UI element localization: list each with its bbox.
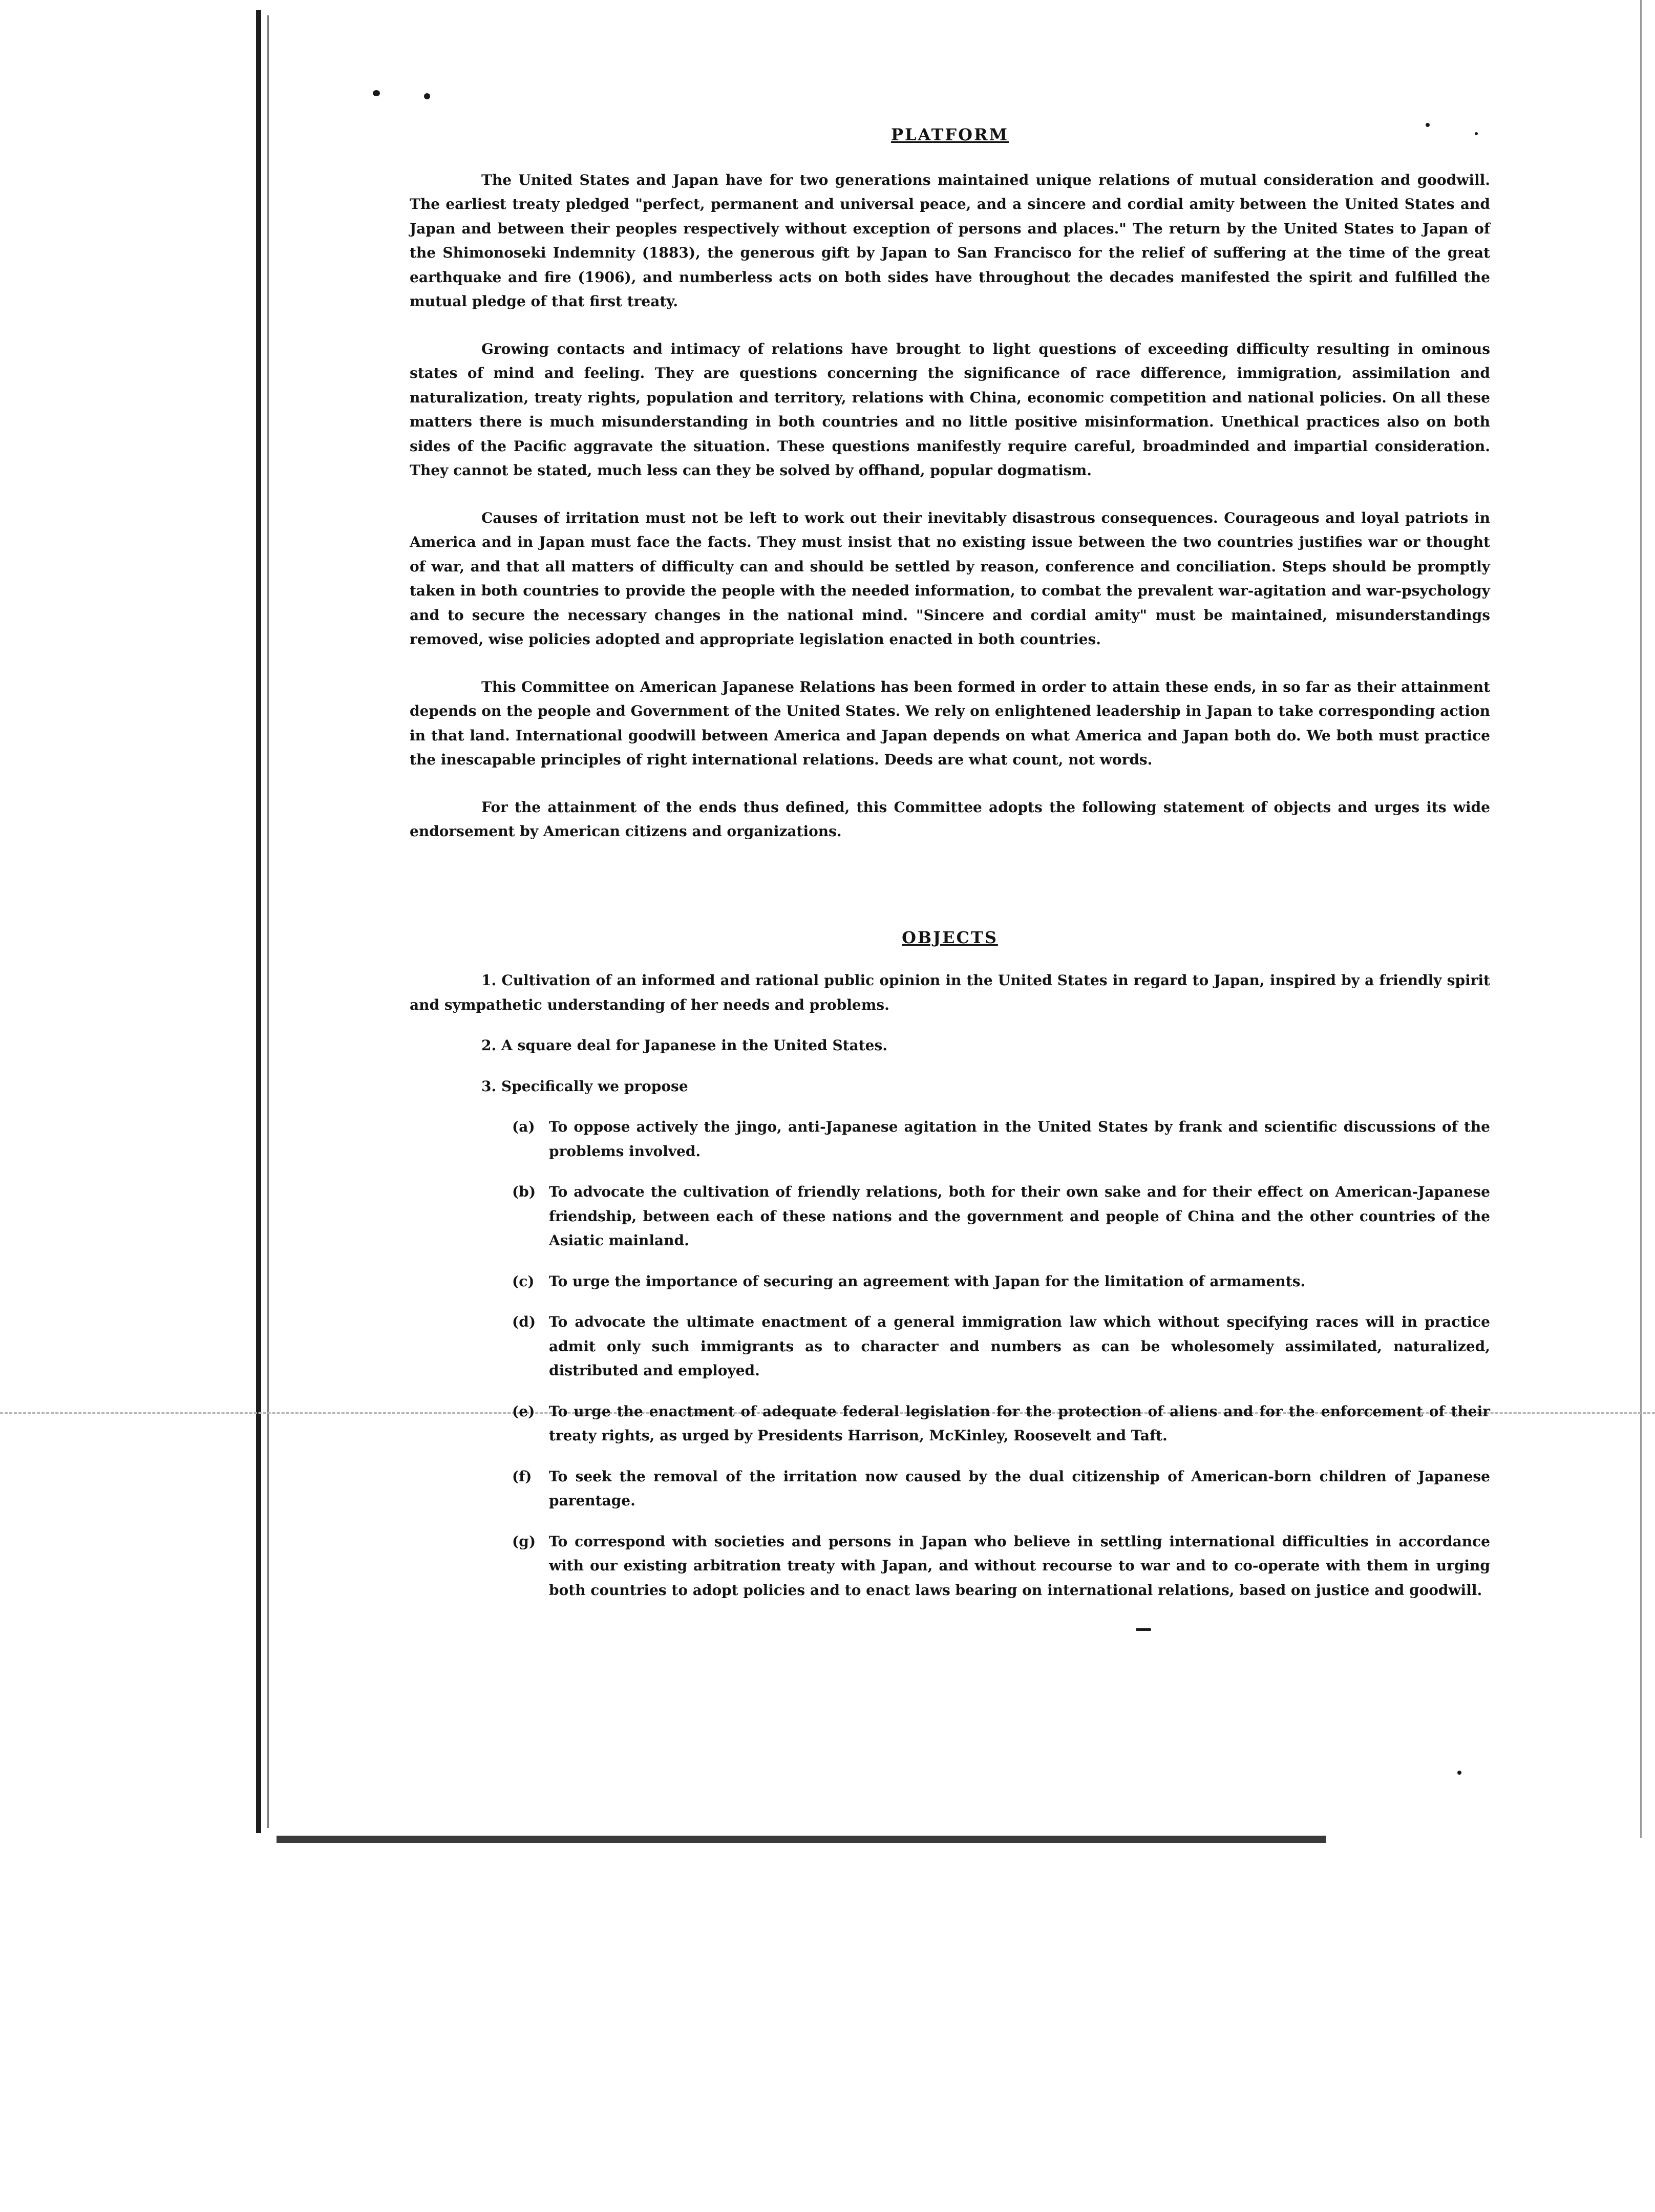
- platform-section: [410, 123, 1490, 844]
- platform-heading: PLATFORM: [890, 125, 1009, 144]
- subitem-marker: (d): [512, 1313, 536, 1330]
- subitem-marker: (c): [512, 1272, 535, 1290]
- platform-paragraph-3: Causes of irritation must not be left to work out their inevitably disastrous consequences. Courageous and loyal patriots in America and in Japan must face the facts. They must insist that no existing issue between the two countries justifies war or thought of war, and that all matters of difficulty can and should be settled by reason, conference and conciliation. Steps should be promptly taken in both countries to provide the people with the needed information, to combat the prevalent war-agitation and war-psychology and to secure the necessary changes in the national mind. "Sincere and cordial amity" must be maintained, misunderstandings removed, wise policies adopted and appropriate legislation enacted in both countries.: [410, 509, 1490, 648]
- objects-subitem-e: [410, 1399, 1490, 1448]
- objects-heading: OBJECTS: [902, 927, 998, 947]
- objects-subitem-f: [410, 1464, 1490, 1513]
- objects-subitem-b: [410, 1180, 1490, 1253]
- scan-speck: [373, 90, 380, 96]
- scan-left-edge-thin: [267, 15, 269, 1828]
- objects-item-number: 2.: [481, 1037, 497, 1054]
- scan-speck: [1136, 1628, 1151, 1631]
- objects-item-text: A square deal for Japanese in the United States.: [501, 1037, 888, 1054]
- platform-paragraph-1: The United States and Japan have for two generations maintained unique relations of mutual consideration and goodwill. The earliest treaty pledged "perfect, permanent and universal peace, and a sincere and cordial amity between the United States and Japan and between their peoples respectively without exception of persons and places." The return by the United States to Japan of the Shimonoseki Indemnity (1883), the generous gift by Japan to San Francisco for the relief of suffering at the time of the great earthquake and fire (1906), and numberless acts on both sides have throughout the decades manifested the spirit and fulfilled the mutual pledge of that first treaty.: [410, 171, 1490, 310]
- objects-item-text: Cultivation of an informed and rational public opinion in the United States in regard to Japan, inspired by a friendly spirit and sympathetic understanding of her needs and problems.: [410, 972, 1490, 1013]
- platform-paragraph-5: For the attainment of the ends thus defined, this Committee adopts the following statement of objects and urges its wide endorsement by American citizens and organizations.: [410, 798, 1490, 840]
- subitem-text: To urge the enactment of adequate federal legislation for the protection of aliens and for the enforcement of their treaty rights, as urged by Presidents Harrison, McKinley, Roosevelt and Taft.: [549, 1402, 1490, 1444]
- subitem-text: To seek the removal of the irritation now caused by the dual citizenship of American-born children of Japanese parentage.: [549, 1467, 1490, 1509]
- subitem-marker: (b): [512, 1183, 536, 1200]
- platform-paragraph-4: This Committee on American Japanese Relations has been formed in order to attain these ends, in so far as their attainment depends on the people and Government of the United States. We rely on enlightened leadership in Japan to take corresponding action in that land. International goodwill between America and Japan depends on what America and Japan both do. We both must practice the inescapable principles of right international relations. Deeds are what count, not words.: [410, 678, 1490, 768]
- subitem-marker: (e): [512, 1402, 535, 1420]
- objects-item-text: Specifically we propose: [501, 1077, 688, 1095]
- subitem-text: To oppose actively the jingo, anti-Japanese agitation in the United States by frank and scientific discussions of the problems involved.: [549, 1118, 1490, 1160]
- objects-subitem-g: [410, 1529, 1490, 1603]
- subitem-text: To urge the importance of securing an agreement with Japan for the limitation of armaments.: [549, 1272, 1306, 1290]
- subitem-marker: (f): [512, 1467, 532, 1485]
- scan-speck: [424, 93, 430, 99]
- scan-left-edge: [256, 10, 261, 1833]
- objects-subitem-c: [410, 1269, 1490, 1294]
- objects-item-number: 1.: [481, 972, 497, 989]
- objects-section: [410, 926, 1490, 1603]
- subitem-marker: (g): [512, 1533, 536, 1550]
- objects-item-1: [410, 968, 1490, 1017]
- subitem-text: To correspond with societies and persons in Japan who believe in settling international difficulties in accordance with our existing arbitration treaty with Japan, and without recourse to war and to co-operate with them in urging both countries to adopt policies and to enact laws bearing on international relations, based on justice and goodwill.: [549, 1533, 1490, 1599]
- document-page: [410, 123, 1490, 1619]
- scan-speck: [1457, 1771, 1461, 1775]
- subitem-text: To advocate the ultimate enactment of a general immigration law which without specifying races will in practice admit only such immigrants as to character and numbers as can be wholesomely assimilated, naturalized, distributed and employed.: [549, 1313, 1490, 1379]
- objects-subitem-d: [410, 1310, 1490, 1383]
- objects-item-number: 3.: [481, 1077, 497, 1095]
- subitem-marker: (a): [512, 1118, 535, 1135]
- objects-subitem-a: [410, 1115, 1490, 1163]
- objects-item-2: [410, 1033, 1490, 1058]
- subitem-text: To advocate the cultivation of friendly relations, both for their own sake and for their effect on American-Japanese friendship, between each of these nations and the government and people of China and the other countries of the Asiatic mainland.: [549, 1183, 1490, 1249]
- objects-item-3: [410, 1074, 1490, 1099]
- scan-right-edge: [1640, 0, 1642, 1838]
- scan-bottom-edge: [277, 1836, 1326, 1843]
- platform-paragraph-2: Growing contacts and intimacy of relations have brought to light questions of exceeding difficulty resulting in ominous states of mind and feeling. They are questions concerning the significance of race difference, immigration, assimilation and naturalization, treaty rights, population and territory, relations with China, economic competition and national policies. On all these matters there is much misunderstanding in both countries and no little positive misinformation. Unethical practices also on both sides of the Pacific aggravate the situation. These questions manifestly require careful, broadminded and impartial consideration. They cannot be stated, much less can they be solved by offhand, popular dogmatism.: [410, 340, 1490, 479]
